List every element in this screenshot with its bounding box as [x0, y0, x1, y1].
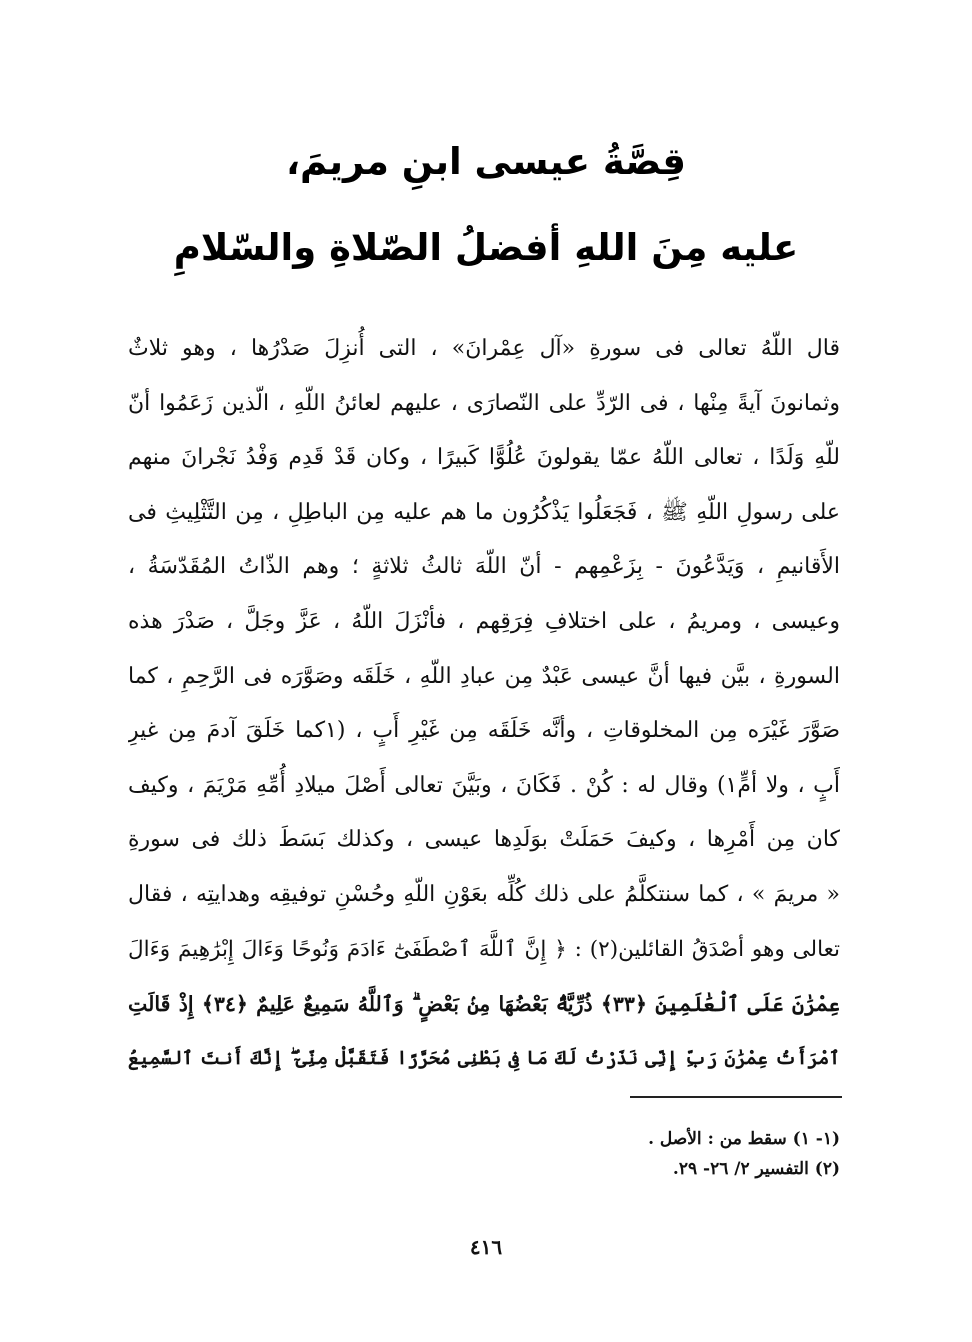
text-line: قال اللّهُ تعالى فى سورةِ «آل عِمْرانَ» ، التى أُنزِلَ صَدْرُها ، وهو ثلاثٌ: [128, 336, 840, 361]
chapter-title-line-2: عليه مِنَ اللهِ أفضلُ الصّلاةِ والسّلامِ: [173, 226, 799, 269]
footnote-2: (٢) التفسير ٢/ ٢٦- ٢٩.: [672, 1159, 840, 1179]
page-number: ٤١٦: [469, 1235, 503, 1259]
chapter-title-line-1: قِصَّةُ عيسى ابنِ مريمَ،: [286, 140, 686, 183]
footnote-divider: [630, 1096, 842, 1098]
text-line: وعيسى ، ومريمُ ، على اختلافِ فِرَقِهم ، فأنْزَلَ اللّهُ ، عَزَّ وجَلَّ ، صَدْرَ هذه: [128, 608, 840, 634]
text-line: وثمانونَ آيةً مِنْها ، فى الرّدِّ على النّصارَى ، عليهم لعائنُ اللّهِ ، الّذين زَعَمُوا أنّ: [128, 390, 840, 416]
quran-verse-line: عِمْرَٰنَ عَلَى ٱلْعَٰلَمِينَ ﴿٣٣﴾ ذُرِّيَّةًۢ بَعْضُهَا مِنۢ بَعْضٍ ۗ وَٱللَّهُ سَمِيعٌ عَلِيمٌ ﴿٣٤﴾ إِذْ قَالَتِ: [128, 992, 840, 1017]
text-line: أَبٍ ، ولا أمٍّ١) وقال له : كُنْ . فَكَانَ ، وبَيَّنَ تعالى أَصْلَ ميلادِ أُمِّهِ مَرْيَمَ ، وكيف: [128, 772, 840, 798]
quran-verse-line: ٱمْرَأَتُ عِمْرَٰنَ رَبِّ إِنِّى نَذَرْتُ لَكَ مَا فِى بَطْنِى مُحَرَّرًا فَتَقَبَّلْ مِنِّىٓ ۖ إِنَّكَ أَنتَ ٱلسَّمِيعُ: [128, 1047, 840, 1069]
text-line: السورةِ ، بيَّن فيها أنَّ عيسى عَبْدٌ مِن عبادِ اللّهِ ، خَلَقَه وصَوَّرَه فى الرَّحِمِ ، كما: [128, 663, 840, 689]
footnote-1: (١- ١) سقط من : الأصل .: [648, 1129, 840, 1149]
text-line: على رسولِ اللّهِ ﷺ ، فَجَعَلُوا يَذْكُرُون ما هم عليه مِن الباطِلِ ، مِن التَّثْلِيثِ فى: [128, 499, 840, 525]
text-line: « مريمَ » ، كما سنتكلَّمُ على ذلك كُلِّه بعَوْنِ اللّهِ وحُسْنِ توفيقِه وهدايتِه ، فقال: [128, 881, 840, 907]
text-line: صَوَّرَ غَيْرَه مِن المخلوقاتِ ، وأنَّه خَلَقَه مِن غَيْرِ أَبٍ ، (١كما خَلَقَ آدمَ مِن غيرِ: [128, 718, 840, 744]
footnotes: [500, 1124, 840, 1184]
main-paragraph: [128, 322, 840, 1086]
text-line: الأَقانيمِ ، وَيَدَّعُونَ - بِزَعْمِهم - أنّ اللّهَ ثالثُ ثلاثةٍ ؛ وهم الذّاتُ المُقَدّسَةُ ،: [128, 554, 840, 580]
text-line: كان مِن أَمْرِها ، وكيفَ حَمَلَتْ بوَلَدِها عيسى ، وكذلك بَسَطَ ذلك فى سورةِ: [128, 827, 840, 853]
text-line: تعالى وهو أصْدَقُ القائلين(٢) : ﴿ إِنَّ ٱللَّهَ ٱصْطَفَىٰٓ ءَادَمَ وَنُوحًا وَءَالَ إِبْرَٰهِيمَ وَءَالَ: [128, 936, 840, 962]
text-line: للّهِ وَلَدًا ، تعالى اللّهُ عمّا يقولونَ عُلُوًّا كَبيرًا ، وكان قَدْ قَدِم وَفْدُ نَجْرانَ منهم: [128, 445, 840, 471]
